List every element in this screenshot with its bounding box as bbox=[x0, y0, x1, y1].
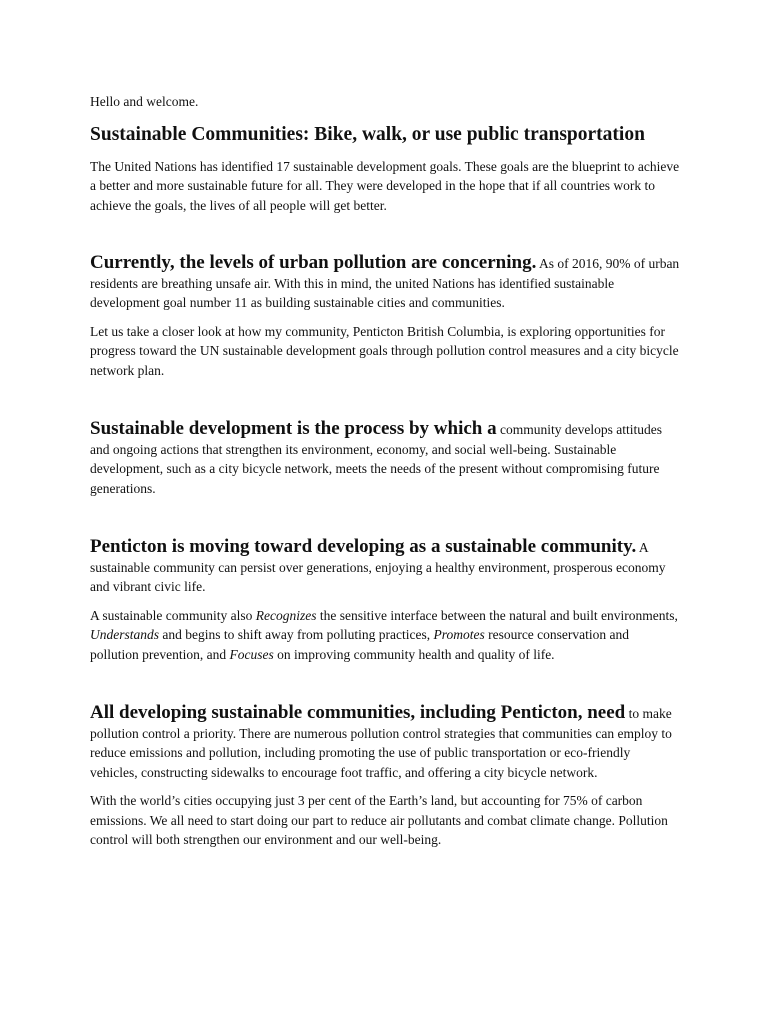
section-lead-heading: Penticton is moving toward developing as a sustainable community. bbox=[90, 536, 637, 557]
emphasis-focuses: Focuses bbox=[229, 646, 274, 662]
section-body-text: community develops attitudes and ongoing actions that strengthen its environment, economy, and social well-being. Sustainable development, such as a city bicycle network, meets the needs of the present without compromising future generations. bbox=[90, 422, 662, 496]
section-lead-heading: All developing sustainable communities, including Penticton, need bbox=[90, 702, 626, 723]
section-lead-heading: Currently, the levels of urban pollution are concerning. bbox=[90, 252, 537, 273]
section-paragraph bbox=[90, 537, 680, 597]
emphasis-recognizes: Recognizes bbox=[255, 607, 317, 623]
text-run: and begins to shift away from polluting practices, bbox=[159, 627, 434, 642]
text-run: resource conservation and pollution prevention, and bbox=[90, 627, 630, 662]
section-paragraph bbox=[90, 253, 680, 313]
section-followup-paragraph: With the world’s cities occupying just 3 per cent of the Earth’s land, but accounting for 75% of carbon emissions. We all need to start doing our part to reduce air pollutants and combat climate change. Pollution control will both strengthen our environment and our well-being. bbox=[90, 793, 668, 847]
intro-paragraph: The United Nations has identified 17 sustainable development goals. These goals are the blueprint to achieve a better and more sustainable future for all. They were developed in the hope that if all countries work to achieve the goals, the lives of all people will get better. bbox=[90, 158, 680, 213]
emphasis-understands: Understands bbox=[90, 627, 160, 642]
text-run: the sensitive interface between the natural and built environments, bbox=[316, 607, 678, 623]
section-penticton-community bbox=[90, 537, 680, 664]
section-paragraph bbox=[90, 419, 680, 498]
greeting-text: Hello and welcome. bbox=[90, 94, 199, 109]
section-sustainable-development bbox=[90, 419, 680, 498]
section-body-text: A sustainable community can persist over generations, enjoying a healthy environment, prosperous economy and vibrant civic life. bbox=[90, 540, 666, 594]
document-page bbox=[90, 92, 680, 859]
section-followup-paragraph: Let us take a closer look at how my community, Penticton British Columbia, is exploring opportunities for progress toward the UN sustainable development goals through pollution control measures and a city bicycle network plan. bbox=[90, 323, 679, 378]
section-body-text: to make pollution control a priority. There are numerous pollution control strategies that communities can employ to reduce emissions and pollution, including promoting the use of public transportation or eco-friendly vehicles, constructing sidewalks to encourage foot traffic, and offering a city bicycle network. bbox=[90, 706, 672, 780]
section-pollution-control bbox=[90, 703, 680, 850]
text-run: on improving community health and quality of life. bbox=[273, 646, 555, 662]
section-paragraph bbox=[90, 703, 680, 782]
text-run: A sustainable community also bbox=[90, 607, 256, 623]
emphasis-promotes: Promotes bbox=[433, 627, 485, 642]
section-lead-heading: Sustainable development is the process by which a bbox=[90, 418, 497, 439]
section-urban-pollution bbox=[90, 253, 680, 380]
section-followup-paragraph bbox=[90, 606, 680, 665]
document-title: Sustainable Communities: Bike, walk, or use public transportation bbox=[90, 123, 645, 145]
section-body-text: As of 2016, 90% of urban residents are breathing unsafe air. With this in mind, the united Nations has identified sustainable development goal number 11 as building sustainable cities and communities. bbox=[90, 256, 680, 310]
